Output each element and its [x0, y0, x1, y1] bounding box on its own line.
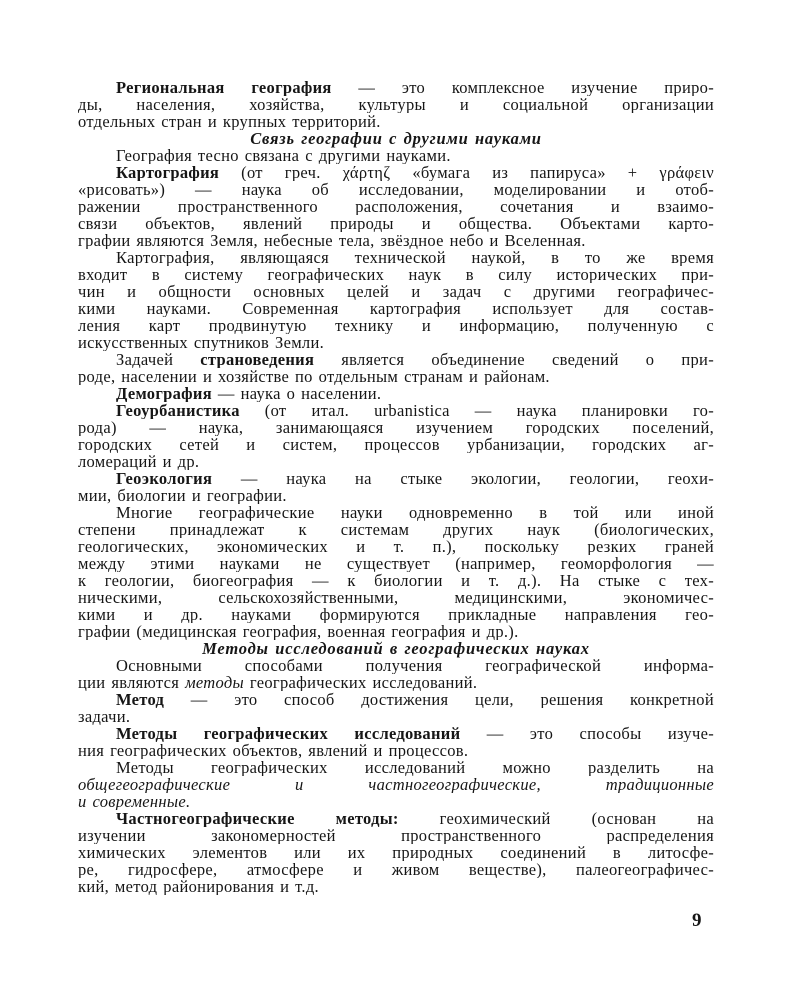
paragraph — [78, 725, 714, 759]
text-segment: графии (медицинская география, военная география и др.). — [78, 623, 519, 640]
paragraph — [78, 164, 714, 249]
text-segment: мии, биологии и географии. — [78, 487, 287, 504]
text-segment: чин и общности основных целей и задач с другими географичес- — [78, 283, 714, 300]
text-segment: кий, метод районирования и т.д. — [78, 878, 319, 895]
text-line — [78, 164, 714, 181]
text-line — [78, 606, 714, 623]
text-segment: является объединение сведений о при- — [314, 351, 714, 368]
text-segment: геохимический (основан на — [398, 810, 714, 827]
paragraph — [78, 691, 714, 725]
text-line — [78, 317, 714, 334]
text-segment: задачи. — [78, 708, 131, 725]
text-segment: ре, гидросфере, атмосфере и живом веществе), палеогеографичес- — [78, 861, 714, 878]
section-heading: Методы исследований в географических науках — [202, 639, 590, 658]
text-line — [78, 232, 714, 249]
text-line — [78, 538, 714, 555]
text-segment: связи объектов, явлений природы и общества. Объектами карто- — [78, 215, 714, 232]
text-line — [78, 725, 714, 742]
text-line — [78, 470, 714, 487]
text-segment: ния географических объектов, явлений и процессов. — [78, 742, 469, 759]
text-line — [78, 844, 714, 861]
paragraph — [78, 657, 714, 691]
paragraph — [78, 385, 714, 402]
text-line — [78, 708, 714, 725]
text-segment: ды, населения, хозяйства, культуры и социальной организации — [78, 96, 714, 113]
text-segment: Геоурбанистика — [116, 402, 240, 419]
page-content — [78, 79, 714, 895]
text-segment: Демография — [116, 385, 212, 402]
section-heading: Связь географии с другими науками — [250, 129, 542, 148]
text-segment: изучении закономерностей пространственного распределения — [78, 827, 714, 844]
text-line — [78, 283, 714, 300]
text-line — [78, 776, 714, 793]
text-line — [78, 419, 714, 436]
text-segment: ническими, сельскохозяйственными, медицинскими, экономичес- — [78, 589, 714, 606]
text-line — [78, 504, 714, 521]
text-segment: географических исследований. — [243, 674, 478, 691]
text-segment: Частногеографические методы: — [116, 810, 399, 827]
text-segment: химических элементов или их природных соединений в литосфе- — [78, 844, 714, 861]
text-segment: ления карт продвинутую технику и информацию, полученную с — [78, 317, 714, 334]
text-line — [78, 147, 714, 164]
text-segment: городских сетей и систем, процессов урбанизации, городских аг- — [78, 436, 714, 453]
text-line — [78, 402, 714, 419]
text-line — [78, 453, 714, 470]
text-line — [78, 300, 714, 317]
text-line — [78, 215, 714, 232]
text-segment: — это способ достижения цели, решения конкретной — [164, 691, 714, 708]
text-segment: методы — [185, 674, 244, 691]
text-line — [78, 674, 714, 691]
text-segment: Основными способами получения географической информа- — [116, 657, 714, 674]
paragraph — [78, 147, 714, 164]
text-segment: Задачей — [116, 351, 201, 368]
text-segment: степени принадлежат к системам других наук (биологических, — [78, 521, 714, 538]
text-line — [78, 436, 714, 453]
text-line — [78, 691, 714, 708]
text-line — [78, 351, 714, 368]
text-segment: к геологии, биогеография — к биологии и т. д.). На стыке с тех- — [78, 572, 714, 589]
text-line — [78, 759, 714, 776]
text-segment: Метод — [116, 691, 165, 708]
text-segment: кими и др. науками формируются прикладные направления гео- — [78, 606, 714, 623]
text-segment: ражении пространственного расположения, сочетания и взаимо- — [78, 198, 714, 215]
text-segment: ломераций и др. — [78, 453, 200, 470]
text-segment: страноведения — [200, 351, 315, 368]
text-line — [78, 793, 714, 810]
text-segment: общегеографические и частногеографические, традиционные — [78, 776, 714, 793]
text-segment: — это способы изуче- — [460, 725, 714, 742]
text-segment: Методы географических исследований — [116, 725, 461, 742]
text-line — [78, 249, 714, 266]
text-line — [78, 623, 714, 640]
paragraph — [78, 351, 714, 385]
paragraph — [78, 79, 714, 130]
text-segment: входит в систему географических наук в силу исторических при- — [78, 266, 714, 283]
text-segment: (от греч. χάρτηζ «бумага из папируса» + γράφειν — [219, 164, 714, 181]
text-line — [78, 385, 714, 402]
paragraph — [78, 759, 714, 810]
text-segment: между этими науками не существует (например, геоморфология — — [78, 555, 714, 572]
text-line — [78, 181, 714, 198]
text-segment: Картография, являющаяся технической наукой, в то же время — [116, 249, 714, 266]
text-segment: Многие географические науки одновременно в той или иной — [116, 504, 714, 521]
text-segment: Геоэкология — [116, 470, 213, 487]
text-segment: География тесно связана с другими науками. — [116, 147, 451, 164]
text-segment: Региональная география — [116, 79, 332, 96]
text-segment: Картография — [116, 164, 220, 181]
text-line — [78, 266, 714, 283]
text-segment: (от итал. urbanistica — наука планировки го- — [239, 402, 714, 419]
text-line — [78, 96, 714, 113]
page-number: 9 — [692, 910, 702, 931]
text-segment: графии являются Земля, небесные тела, звёздное небо и Вселенная. — [78, 232, 586, 249]
text-line — [78, 113, 714, 130]
text-line — [78, 827, 714, 844]
text-line — [78, 79, 714, 96]
text-line — [78, 589, 714, 606]
text-segment: — наука о населении. — [211, 385, 382, 402]
paragraph — [78, 249, 714, 351]
text-line — [78, 742, 714, 759]
text-line — [78, 487, 714, 504]
text-line — [78, 572, 714, 589]
text-segment: Методы географических исследований можно разделить на — [116, 759, 714, 776]
text-line — [78, 198, 714, 215]
text-line — [78, 555, 714, 572]
text-segment: — это комплексное изучение приро- — [331, 79, 714, 96]
text-line — [78, 810, 714, 827]
text-segment: ции являются — [78, 674, 186, 691]
text-line — [78, 878, 714, 895]
text-segment: кими науками. Современная картография использует для состав- — [78, 300, 714, 317]
text-segment: «рисовать») — наука об исследовании, моделировании и отоб- — [78, 181, 714, 198]
text-line — [78, 521, 714, 538]
text-line — [78, 861, 714, 878]
paragraph — [78, 402, 714, 470]
text-segment: искусственных спутников Земли. — [78, 334, 325, 351]
text-segment: и современные. — [78, 793, 191, 810]
text-line — [78, 368, 714, 385]
text-segment: рода) — наука, занимающаяся изучением городских поселений, — [78, 419, 714, 436]
paragraph — [78, 470, 714, 504]
paragraph — [78, 810, 714, 895]
text-segment: — наука на стыке экологии, геологии, геохи- — [212, 470, 714, 487]
text-segment: отдельных стран и крупных территорий. — [78, 113, 381, 130]
text-segment: геологических, экономических и т. п.), поскольку резких граней — [78, 538, 714, 555]
text-line — [78, 657, 714, 674]
text-segment: роде, населении и хозяйстве по отдельным странам и районам. — [78, 368, 550, 385]
text-line — [78, 334, 714, 351]
paragraph — [78, 504, 714, 640]
